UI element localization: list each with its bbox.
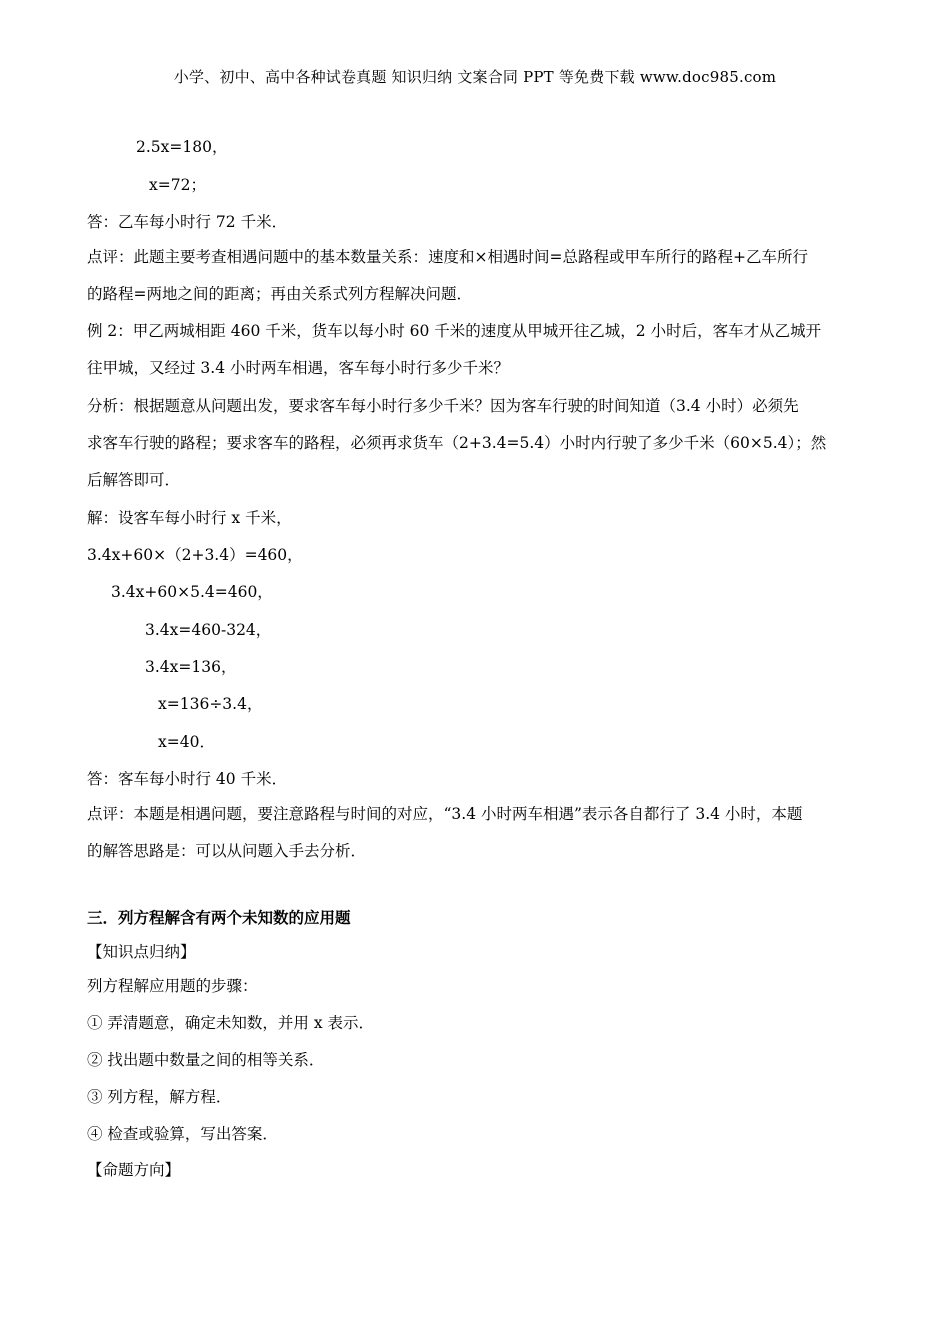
proposition-direction-label: 【命题方向】: [87, 1161, 181, 1179]
example1-answer: 答：乙车每小时行 72 千米．: [87, 213, 288, 231]
example1-equation-1: 2.5x=180，: [136, 138, 228, 156]
step-1: ① 弄清题意，确定未知数，并用 x 表示．: [87, 1014, 375, 1032]
step-3: ③ 列方程，解方程．: [87, 1088, 232, 1106]
example1-equation-2: x=72；: [149, 176, 206, 194]
example2-analysis-line-3: 后解答即可．: [87, 471, 181, 489]
example2-comment-line-1: 点评：本题是相遇问题，要注意路程与时间的对应，“3.4 小时两车相遇”表示各自都行了 3.4 小时，本题: [87, 805, 803, 823]
example2-equation-4: 3.4x=136，: [145, 658, 237, 676]
example2-equation-2: 3.4x+60×5.4=460，: [111, 583, 273, 601]
example2-equation-5: x=136÷3.4，: [158, 695, 263, 713]
example2-equation-3: 3.4x=460-324，: [145, 621, 272, 639]
section-3-title: 三．列方程解含有两个未知数的应用题: [87, 908, 351, 927]
example2-problem-line-1: 例 2：甲乙两城相距 460 千米，货车以每小时 60 千米的速度从甲城开往乙城，2 小时后，客车才从乙城开: [87, 322, 822, 340]
example2-equation-1: 3.4x+60×（2+3.4）=460，: [87, 546, 303, 564]
example2-analysis-line-2: 求客车行驶的路程；要求客车的路程，必须再求货车（2+3.4=5.4）小时内行驶了多少千米（60×5.4）；然: [87, 434, 827, 452]
example2-equation-6: x=40．: [158, 733, 215, 751]
example1-comment-line-2: 的路程=两地之间的距离；再由关系式列方程解决问题．: [87, 285, 472, 303]
example2-answer: 答：客车每小时行 40 千米．: [87, 770, 288, 788]
example1-comment-line-1: 点评：此题主要考查相遇问题中的基本数量关系：速度和×相遇时间=总路程或甲车所行的路程+乙车所行: [87, 248, 808, 266]
example2-solution-intro: 解：设客车每小时行 x 千米，: [87, 509, 292, 527]
example2-problem-line-2: 往甲城，又经过 3.4 小时两车相遇，客车每小时行多少千米？: [87, 359, 510, 377]
steps-intro: 列方程解应用题的步骤：: [87, 977, 258, 995]
step-4: ④ 检查或验算，写出答案．: [87, 1125, 278, 1143]
example2-analysis-line-1: 分析：根据题意从问题出发，要求客车每小时行多少千米？因为客车行驶的时间知道（3.4 小时）必须先: [87, 397, 799, 415]
example2-comment-line-2: 的解答思路是：可以从问题入手去分析．: [87, 842, 367, 860]
page-header: 小学、初中、高中各种试卷真题 知识归纳 文案合同 PPT 等免费下载 www.doc985.com: [173, 68, 777, 86]
knowledge-summary-label: 【知识点归纳】: [87, 943, 196, 961]
step-2: ② 找出题中数量之间的相等关系．: [87, 1051, 325, 1069]
